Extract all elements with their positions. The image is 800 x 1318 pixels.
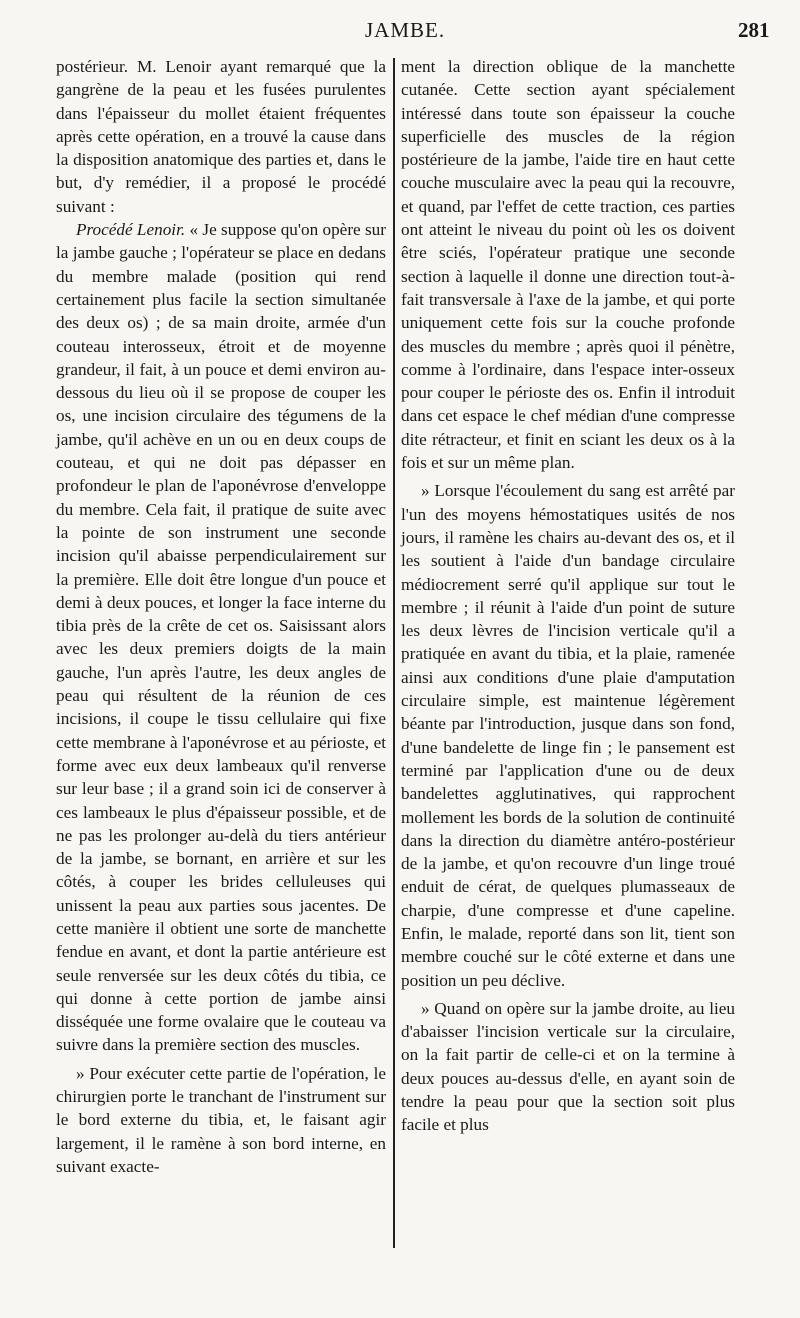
page-number: 281: [738, 18, 770, 42]
right-column: [401, 55, 735, 1137]
left-paragraph-3: » Pour exécuter cette partie de l'opération, le chirurgien porte le tranchant de l'instrument sur le bord externe du tibia, et, le faisant agir largement, il le ramène à son bord interne, en suivant exacte-: [56, 1063, 386, 1176]
procedure-text: « Je suppose qu'on opère sur la jambe gauche ; l'opérateur se place en dedans du membre malade (position qui rend certainement plus facile la section simultanée des deux os) ; de sa main droite, armée d'un couteau interosseux, étroit et de moyenne grandeur, il fait, à un pouce et demi environ au-dessous du lieu où il se propose de couper les os, une incision circulaire des tégumens de la jambe, qu'il achève en un ou en deux coups de couteau, et qui ne doit pas dépasser en profondeur le plan de l'aponévrose d'enveloppe du membre. Cela fait, il pratique de suite avec la pointe de son instrument une seconde incision qu'il abaisse perpendiculairement sur la première. Elle doit être longue d'un pouce et demi à deux pouces, et longer la face interne du tibia près de la crête de cet os. Saisissant alors avec les deux premiers doigts de la main gauche, l'un après l'autre, les deux angles de peau qui résultent de la réunion de ces incisions, il coupe le tissu cellulaire qui fixe cette membrane à l'aponévrose et au périoste, et forme avec eux deux lambeaux qu'il renverse sur leur base ; il a grand soin ici de conserver à ces lambeaux le plus d'épaisseur possible, et de ne pas les prolonger au-delà du tiers antérieur de la jambe, se bornant, en arrière et sur les côtés, à couper les brides celluleuses qui unissent la peau aux parties sous jacentes. De cette manière il obtient une sorte de manchette fendue en avant, et dont la partie antérieure est seule renversée sur les deux côtés du tibia, ce qui donne à cette portion de jambe ainsi disséquée une forme ovalaire que le couteau va suivre dans la première section des muscles.: [56, 220, 386, 1055]
running-title: JAMBE.: [365, 18, 446, 42]
right-paragraph-1: ment la direction oblique de la manchette cutanée. Cette section ayant spécialement intéressé dans toute son épaisseur la couche superficielle des muscles de la région postérieure de la jambe, l'aide tire en haut cette couche musculaire avec la peau qui la recouvre, et quand, par l'effet de cette traction, ces parties ont atteint le niveau du point où les os doivent être sciés, l'opérateur pratique une seconde section à laquelle il donne une direction tout-à-fait transversale à l'axe de la jambe, et qui porte uniquement cette fois sur la couche profonde des muscles du membre ; après quoi il pénètre, comme à l'ordinaire, dans l'espace inter-osseux pour couper le périoste des os. Enfin il introduit dans cet espace le chef médian d'une compresse dite rétracteur, et finit en sciant les deux os à la fois et sur un même plan.: [401, 57, 735, 473]
page-header: [0, 18, 800, 50]
right-paragraph-3: » Quand on opère sur la jambe droite, au lieu d'abaisser l'incision verticale sur la circulaire, on la fait partir de celle-ci et on la termine à deux pouces au-dessus d'elle, en ayant soin de tendre la peau pour que la section soit plus facile et plus: [401, 998, 735, 1135]
left-column: [56, 55, 386, 1178]
procedure-title: Procédé Lenoir.: [76, 220, 186, 240]
column-divider: [393, 58, 395, 1248]
right-paragraph-2: » Lorsque l'écoulement du sang est arrêté par l'un des moyens hémostatiques usités de nos jours, il ramène les chairs au-devant des os, et il les soutient à l'aide d'un bandage circulaire médiocrement serré qu'il applique sur tout le membre ; il réunit à l'aide d'un point de suture les deux lèvres de l'incision verticale qu'il a pratiquée en avant du tibia, et la plaie, ramenée ainsi aux conditions d'une plaie d'amputation circulaire simple, est maintenue légèrement béante par l'introduction, jusque dans son fond, d'une bandelette de linge fin ; le pansement est terminé par l'application d'une ou de deux bandelettes agglutinatives, qui rapprochent mollement les bords de la solution de continuité dans la direction du diamètre antéro-postérieur de la jambe, et qu'on recouvre d'un linge troué enduit de cérat, de quelques plumasseaux de charpie, d'une compresse et d'une capeline. Enfin, le malade, reporté dans son lit, tient son membre couché sur le côté externe et dans une position un peu déclive.: [401, 481, 735, 990]
left-paragraph-1: postérieur. M. Lenoir ayant remarqué que la gangrène de la peau et les fusées purulentes dans l'épaisseur du mollet étaient fréquentes après cette opération, en a trouvé la cause dans la disposition anatomique des parties et, dans le but, d'y remédier, il a proposé le procédé suivant :: [56, 57, 386, 216]
left-paragraph-2: [56, 218, 386, 1057]
